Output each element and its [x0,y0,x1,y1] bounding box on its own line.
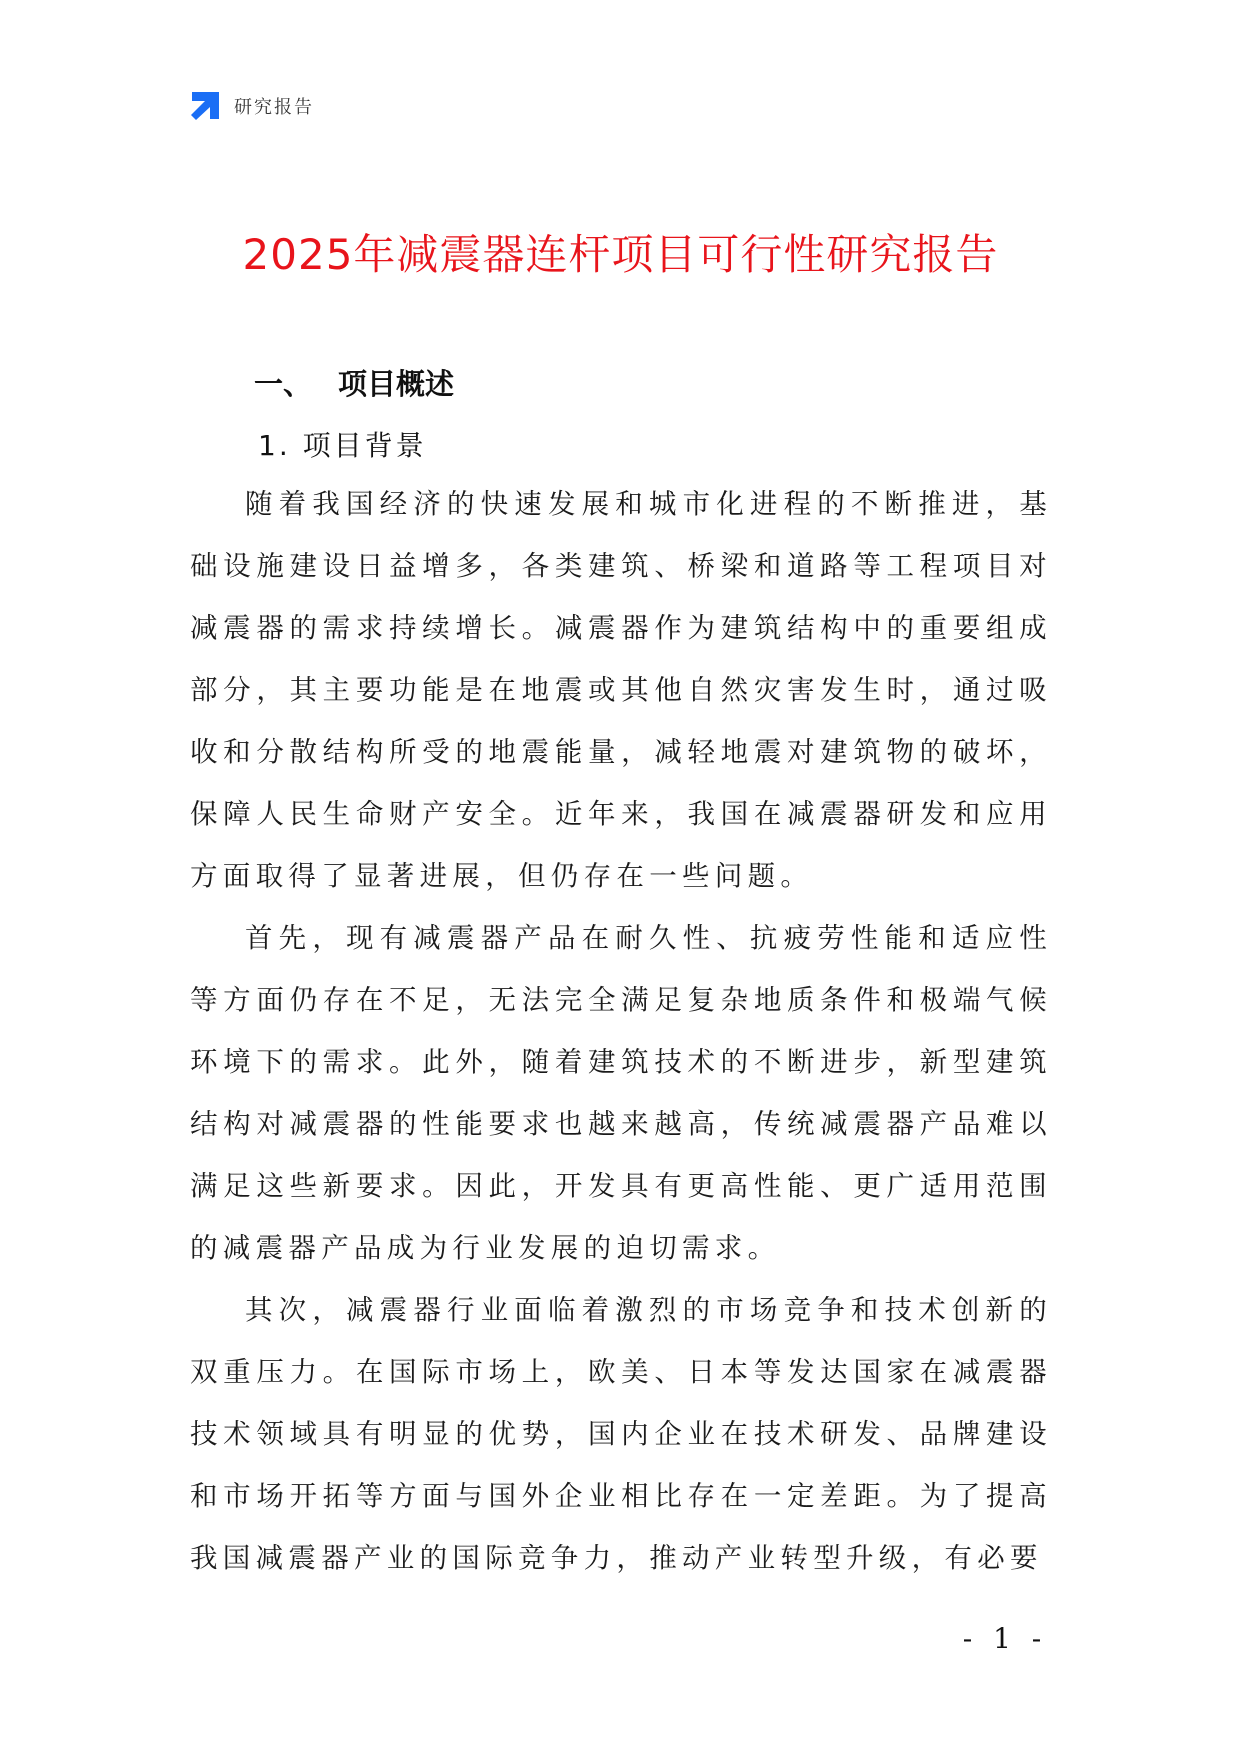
document-title: 2025年减震器连杆项目可行性研究报告 [242,230,999,279]
arrow-up-right-icon [190,91,220,121]
subsection-heading: 1. 项目背景 [258,429,427,462]
body-text [190,473,1052,1589]
paragraph: 随着我国经济的快速发展和城市化进程的不断推进，基础设施建设日益增多，各类建筑、桥梁和道路等工程项目对减震器的需求持续增长。减震器作为建筑结构中的重要组成部分，其主要功能是在地震或其他自然灾害发生时，通过吸收和分散结构所受的地震能量，减轻地震对建筑物的破坏，保障人民生命财产安全。近年来，我国在减震器研发和应用方面取得了显著进展，但仍存在一些问题。 [190,488,1052,892]
paragraph: 首先，现有减震器产品在耐久性、抗疲劳性能和适应性等方面仍存在不足，无法完全满足复杂地质条件和极端气候环境下的需求。此外，随着建筑技术的不断进步，新型建筑结构对减震器的性能要求也越来越高，传统减震器产品难以满足这些新要求。因此，开发具有更高性能、更广适用范围的减震器产品成为行业发展的迫切需求。 [190,922,1052,1264]
section-number: 一、 [254,367,313,401]
page-number: - 1 - [962,1622,1048,1655]
header-label: 研究报告 [234,97,314,118]
section-heading [254,362,454,403]
report-header [190,90,314,122]
section-title: 项目概述 [338,367,455,401]
paragraph: 其次，减震器行业面临着激烈的市场竞争和技术创新的双重压力。在国际市场上，欧美、日本等发达国家在减震器技术领域具有明显的优势，国内企业在技术研发、品牌建设和市场开拓等方面与国外企业相比存在一定差距。为了提高我国减震器产业的国际竞争力，推动产业转型升级，有必要 [190,1294,1052,1574]
